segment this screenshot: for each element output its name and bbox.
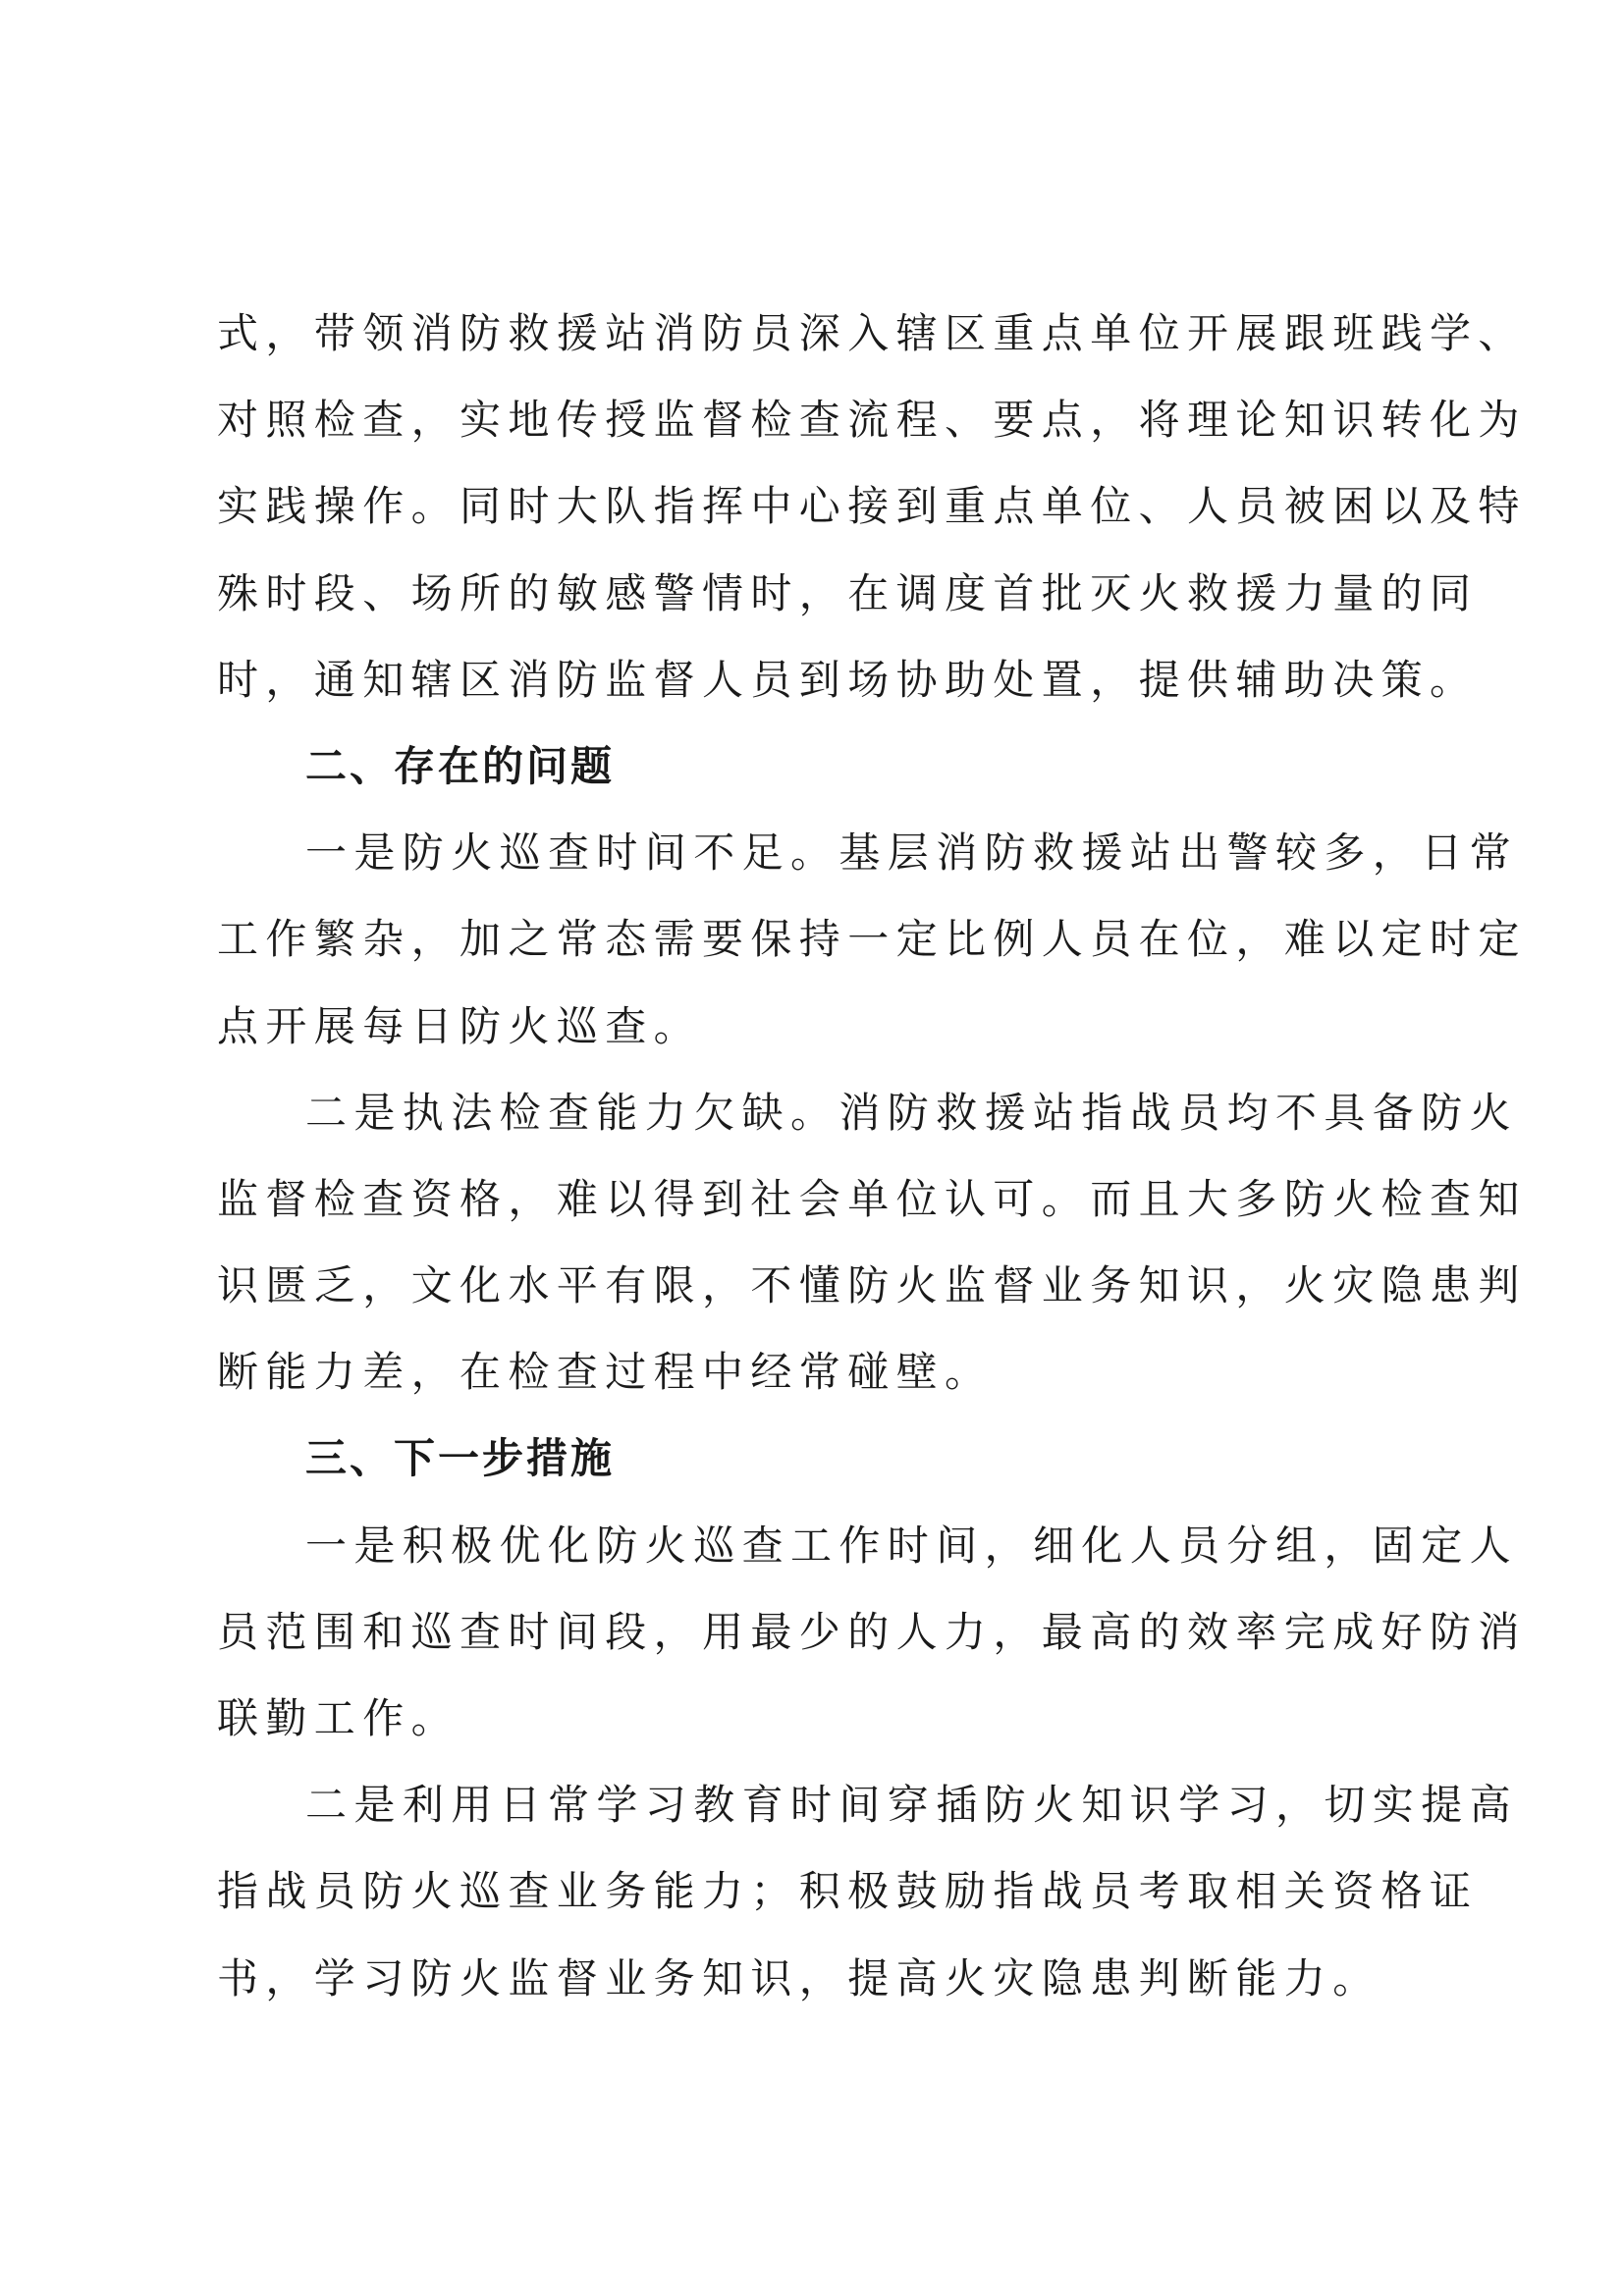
text-line: 点开展每日防火巡查。 (217, 1001, 703, 1050)
text-line: 实践操作。同时大队指挥中心接到重点单位、人员被困以及特 (217, 482, 1527, 531)
text-line: 联勤工作。 (217, 1694, 460, 1742)
text-line: 殊时段、场所的敏感警情时，在调度首批灭火救援力量的同 (217, 568, 1479, 617)
text-line: 员范围和巡查时间段，用最少的人力，最高的效率完成好防消 (217, 1607, 1527, 1656)
paragraph-optimize-patrol (217, 1503, 1527, 1763)
text-line: 式，带领消防救援站消防员深入辖区重点单位开展跟班践学、 (217, 309, 1527, 357)
paragraph-patrol-time (217, 810, 1527, 1070)
section-heading-next-steps: 三、下一步措施 (305, 1434, 616, 1483)
text-line: 对照检查，实地传授监督检查流程、要点，将理论知识转化为 (217, 396, 1527, 445)
text-line: 一是积极优化防火巡查工作时间，细化人员分组，固定人 (305, 1521, 1519, 1570)
text-line: 时，通知辖区消防监督人员到场协助处置，提供辅助决策。 (217, 655, 1479, 704)
section-heading-problems: 二、存在的问题 (305, 741, 616, 790)
text-line: 监督检查资格，难以得到社会单位认可。而且大多防火检查知 (217, 1174, 1527, 1223)
text-line: 识匮乏，文化水平有限，不懂防火监督业务知识，火灾隐患判 (217, 1261, 1527, 1310)
text-line: 指战员防火巡查业务能力；积极鼓励指战员考取相关资格证 (217, 1867, 1479, 1916)
text-line: 工作繁杂，加之常态需要保持一定比例人员在位，难以定时定 (217, 915, 1527, 964)
text-line: 二是执法检查能力欠缺。消防救援站指战员均不具备防火 (305, 1088, 1519, 1137)
text-line: 二是利用日常学习教育时间穿插防火知识学习，切实提高 (305, 1781, 1519, 1830)
paragraph-continuation (217, 291, 1527, 723)
text-line: 断能力差，在检查过程中经常碰壁。 (217, 1348, 994, 1397)
text-line: 一是防火巡查时间不足。基层消防救援站出警较多，日常 (305, 828, 1519, 878)
paragraph-inspection-ability (217, 1070, 1527, 1416)
document-body (217, 291, 1527, 2022)
text-line: 书，学习防火监督业务知识，提高火灾隐患判断能力。 (217, 1953, 1381, 2002)
paragraph-training (217, 1762, 1519, 2022)
